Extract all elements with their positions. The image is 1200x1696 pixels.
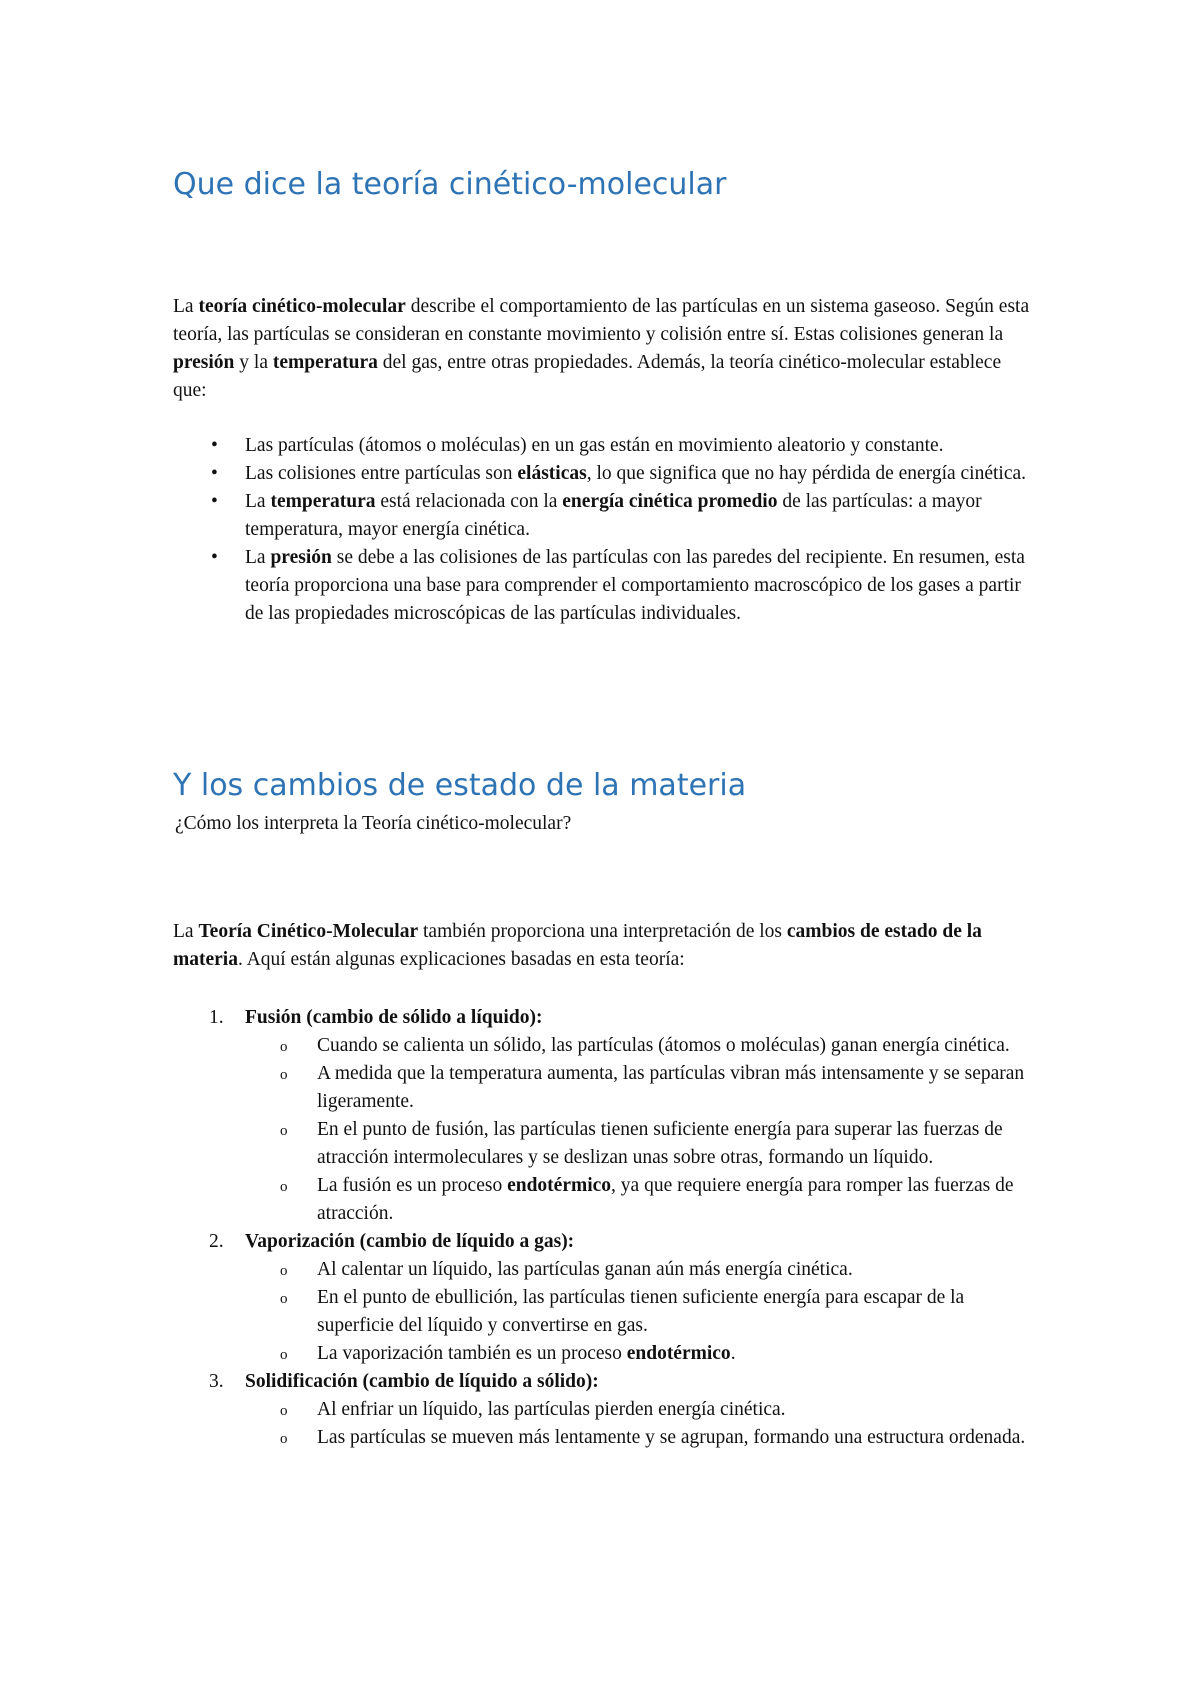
bullet-list-postulados (173, 432, 1033, 628)
numbered-list-cambios (173, 1004, 1033, 1452)
numbered-item (173, 1228, 1033, 1368)
text-run: se debe a las colisiones de las partículas con las paredes del recipiente. En resumen, esta teoría proporciona una base para comprender el comportamiento macroscópico de los gases a partir de las propiedades microscópicas de las partículas individuales. (245, 547, 1025, 624)
text-run: La (245, 491, 271, 512)
circle-bullet-icon: o (280, 1403, 288, 1419)
text-run: de las partículas: a mayor temperatura, mayor energía cinética. (245, 491, 982, 540)
section-heading-teoria: Que dice la teoría cinético-molecular (173, 167, 727, 202)
sub-list-item (245, 1396, 1033, 1424)
bold-term: presión (270, 547, 332, 568)
text-run: En el punto de ebullición, las partículas tienen suficiente energía para escapar de la superficie del líquido y convertirse en gas. (317, 1287, 965, 1336)
item-heading: Solidificación (cambio de líquido a sólido): (245, 1371, 599, 1392)
bullet-icon: • (211, 435, 218, 456)
item-number: 2. (209, 1231, 224, 1252)
bullet-icon: • (211, 491, 218, 512)
bold-term: endotérmico (626, 1343, 731, 1364)
sub-list-item (245, 1060, 1033, 1116)
sub-list-item (245, 1284, 1033, 1340)
text-run: describe el comportamiento de las partículas en un sistema gaseoso. Según esta teoría, las partículas se consideran en constante movimiento y colisión entre sí. Estas colisiones generan la (173, 296, 1030, 345)
sub-list-item (245, 1340, 1033, 1368)
text-run: La (173, 921, 199, 942)
text-run: La (173, 296, 199, 317)
text-run: Al enfriar un líquido, las partículas pierden energía cinética. (317, 1399, 786, 1420)
intro-paragraph-teoria (173, 293, 1033, 405)
text-run: La (245, 547, 271, 568)
sub-list-item (245, 1256, 1033, 1284)
text-run: también proporciona una interpretación de los (418, 921, 787, 942)
bullet-item (173, 460, 1033, 488)
bold-term: presión (173, 352, 235, 373)
circle-bullet-icon: o (280, 1067, 288, 1083)
text-run: Cuando se calienta un sólido, las partículas (átomos o moléculas) ganan energía cinética. (317, 1035, 1010, 1056)
bold-term: elásticas (517, 463, 587, 484)
sub-list (245, 1256, 1033, 1368)
item-number: 3. (209, 1371, 224, 1392)
sub-list (245, 1396, 1033, 1452)
text-run: y la (234, 352, 273, 373)
sub-list-item (245, 1032, 1033, 1060)
text-run: La fusión es un proceso (317, 1175, 508, 1196)
bold-term: cambios de estado de la materia (173, 921, 982, 970)
section-subtitle: ¿Cómo los interpreta la Teoría cinético-molecular? (175, 813, 572, 834)
circle-bullet-icon: o (280, 1347, 288, 1363)
circle-bullet-icon: o (280, 1263, 288, 1279)
bullet-icon: • (211, 463, 218, 484)
circle-bullet-icon: o (280, 1291, 288, 1307)
bold-term: endotérmico (507, 1175, 612, 1196)
sub-list (245, 1032, 1033, 1228)
bold-term: energía cinética promedio (562, 491, 778, 512)
section-heading-cambios-estado: Y los cambios de estado de la materia (173, 768, 747, 803)
circle-bullet-icon: o (280, 1123, 288, 1139)
text-run: Las colisiones entre partículas son (245, 463, 518, 484)
text-run: Las partículas se mueven más lentamente y se agrupan, formando una estructura ordenada. (317, 1427, 1026, 1448)
text-run: está relacionada con la (375, 491, 563, 512)
bold-term: temperatura (272, 352, 378, 373)
text-run: , ya que requiere energía para romper las fuerzas de atracción. (317, 1175, 1014, 1224)
bullet-item (173, 488, 1033, 544)
bold-term: Teoría Cinético-Molecular (198, 921, 419, 942)
text-run: La vaporización también es un proceso (317, 1343, 627, 1364)
text-run: A medida que la temperatura aumenta, las partículas vibran más intensamente y se separan ligeramente. (317, 1063, 1025, 1112)
sub-list-item (245, 1424, 1033, 1452)
text-run: , lo que significa que no hay pérdida de energía cinética. (586, 463, 1027, 484)
bold-term: temperatura (270, 491, 376, 512)
bullet-icon: • (211, 547, 218, 568)
text-run: . (730, 1343, 736, 1364)
intro-paragraph-cambios (173, 918, 1033, 974)
circle-bullet-icon: o (280, 1431, 288, 1447)
text-run: . Aquí están algunas explicaciones basadas en esta teoría: (237, 949, 685, 970)
numbered-item (173, 1368, 1033, 1452)
numbered-item (173, 1004, 1033, 1228)
circle-bullet-icon: o (280, 1039, 288, 1055)
text-run: Las partículas (átomos o moléculas) en un gas están en movimiento aleatorio y constante. (245, 435, 944, 456)
sub-list-item (245, 1172, 1033, 1228)
item-heading: Fusión (cambio de sólido a líquido): (245, 1007, 543, 1028)
bullet-item (173, 432, 1033, 460)
text-run: del gas, entre otras propiedades. Además, la teoría cinético-molecular establece que: (173, 352, 1002, 401)
text-run: Al calentar un líquido, las partículas ganan aún más energía cinética. (317, 1259, 853, 1280)
bullet-item (173, 544, 1033, 628)
bold-term: teoría cinético-molecular (198, 296, 406, 317)
item-number: 1. (209, 1007, 224, 1028)
sub-list-item (245, 1116, 1033, 1172)
circle-bullet-icon: o (280, 1179, 288, 1195)
text-run: En el punto de fusión, las partículas tienen suficiente energía para superar las fuerzas de atracción intermoleculares y se deslizan unas sobre otras, formando un líquido. (317, 1119, 1003, 1168)
item-heading: Vaporización (cambio de líquido a gas): (245, 1231, 575, 1252)
